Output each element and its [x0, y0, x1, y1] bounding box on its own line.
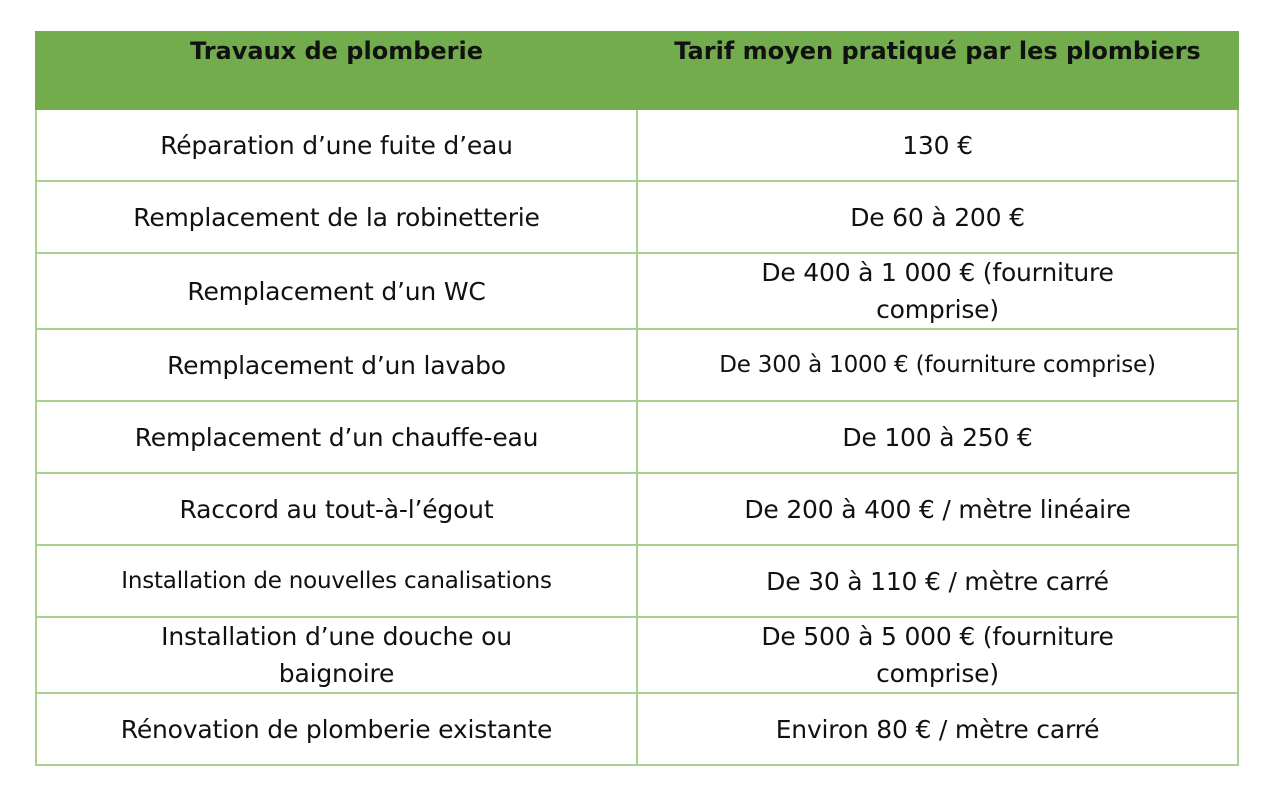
table-row [36, 473, 1238, 545]
price-cell: De 300 à 1000 € (fourniture comprise) [637, 329, 1238, 401]
price-cell: De 100 à 250 € [637, 401, 1238, 473]
work-cell: Remplacement d’un lavabo [36, 329, 637, 401]
price-cell: 130 € [637, 109, 1238, 181]
price-cell: De 500 à 5 000 € (fourniture comprise) [637, 617, 1238, 693]
price-cell: De 200 à 400 € / mètre linéaire [637, 473, 1238, 545]
work-cell: Installation d’une douche ou baignoire [36, 617, 637, 693]
table-row [36, 181, 1238, 253]
table-row [36, 545, 1238, 617]
price-cell: De 60 à 200 € [637, 181, 1238, 253]
work-cell: Remplacement de la robinetterie [36, 181, 637, 253]
price-cell: De 400 à 1 000 € (fourniture comprise) [637, 253, 1238, 329]
price-cell: Environ 80 € / mètre carré [637, 693, 1238, 765]
header-row [36, 32, 1238, 109]
work-cell: Rénovation de plomberie existante [36, 693, 637, 765]
work-cell: Réparation d’une fuite d’eau [36, 109, 637, 181]
table-row [36, 693, 1238, 765]
header-work: Travaux de plomberie [36, 32, 637, 109]
table-row [36, 329, 1238, 401]
work-cell: Installation de nouvelles canalisations [36, 545, 637, 617]
table-row [36, 109, 1238, 181]
work-cell: Remplacement d’un WC [36, 253, 637, 329]
plumbing-prices-table [35, 31, 1239, 766]
table-row [36, 401, 1238, 473]
price-cell: De 30 à 110 € / mètre carré [637, 545, 1238, 617]
work-cell: Raccord au tout-à-l’égout [36, 473, 637, 545]
table-row [36, 253, 1238, 329]
work-cell: Remplacement d’un chauffe-eau [36, 401, 637, 473]
header-price: Tarif moyen pratiqué par les plombiers [637, 32, 1238, 109]
table-row [36, 617, 1238, 693]
